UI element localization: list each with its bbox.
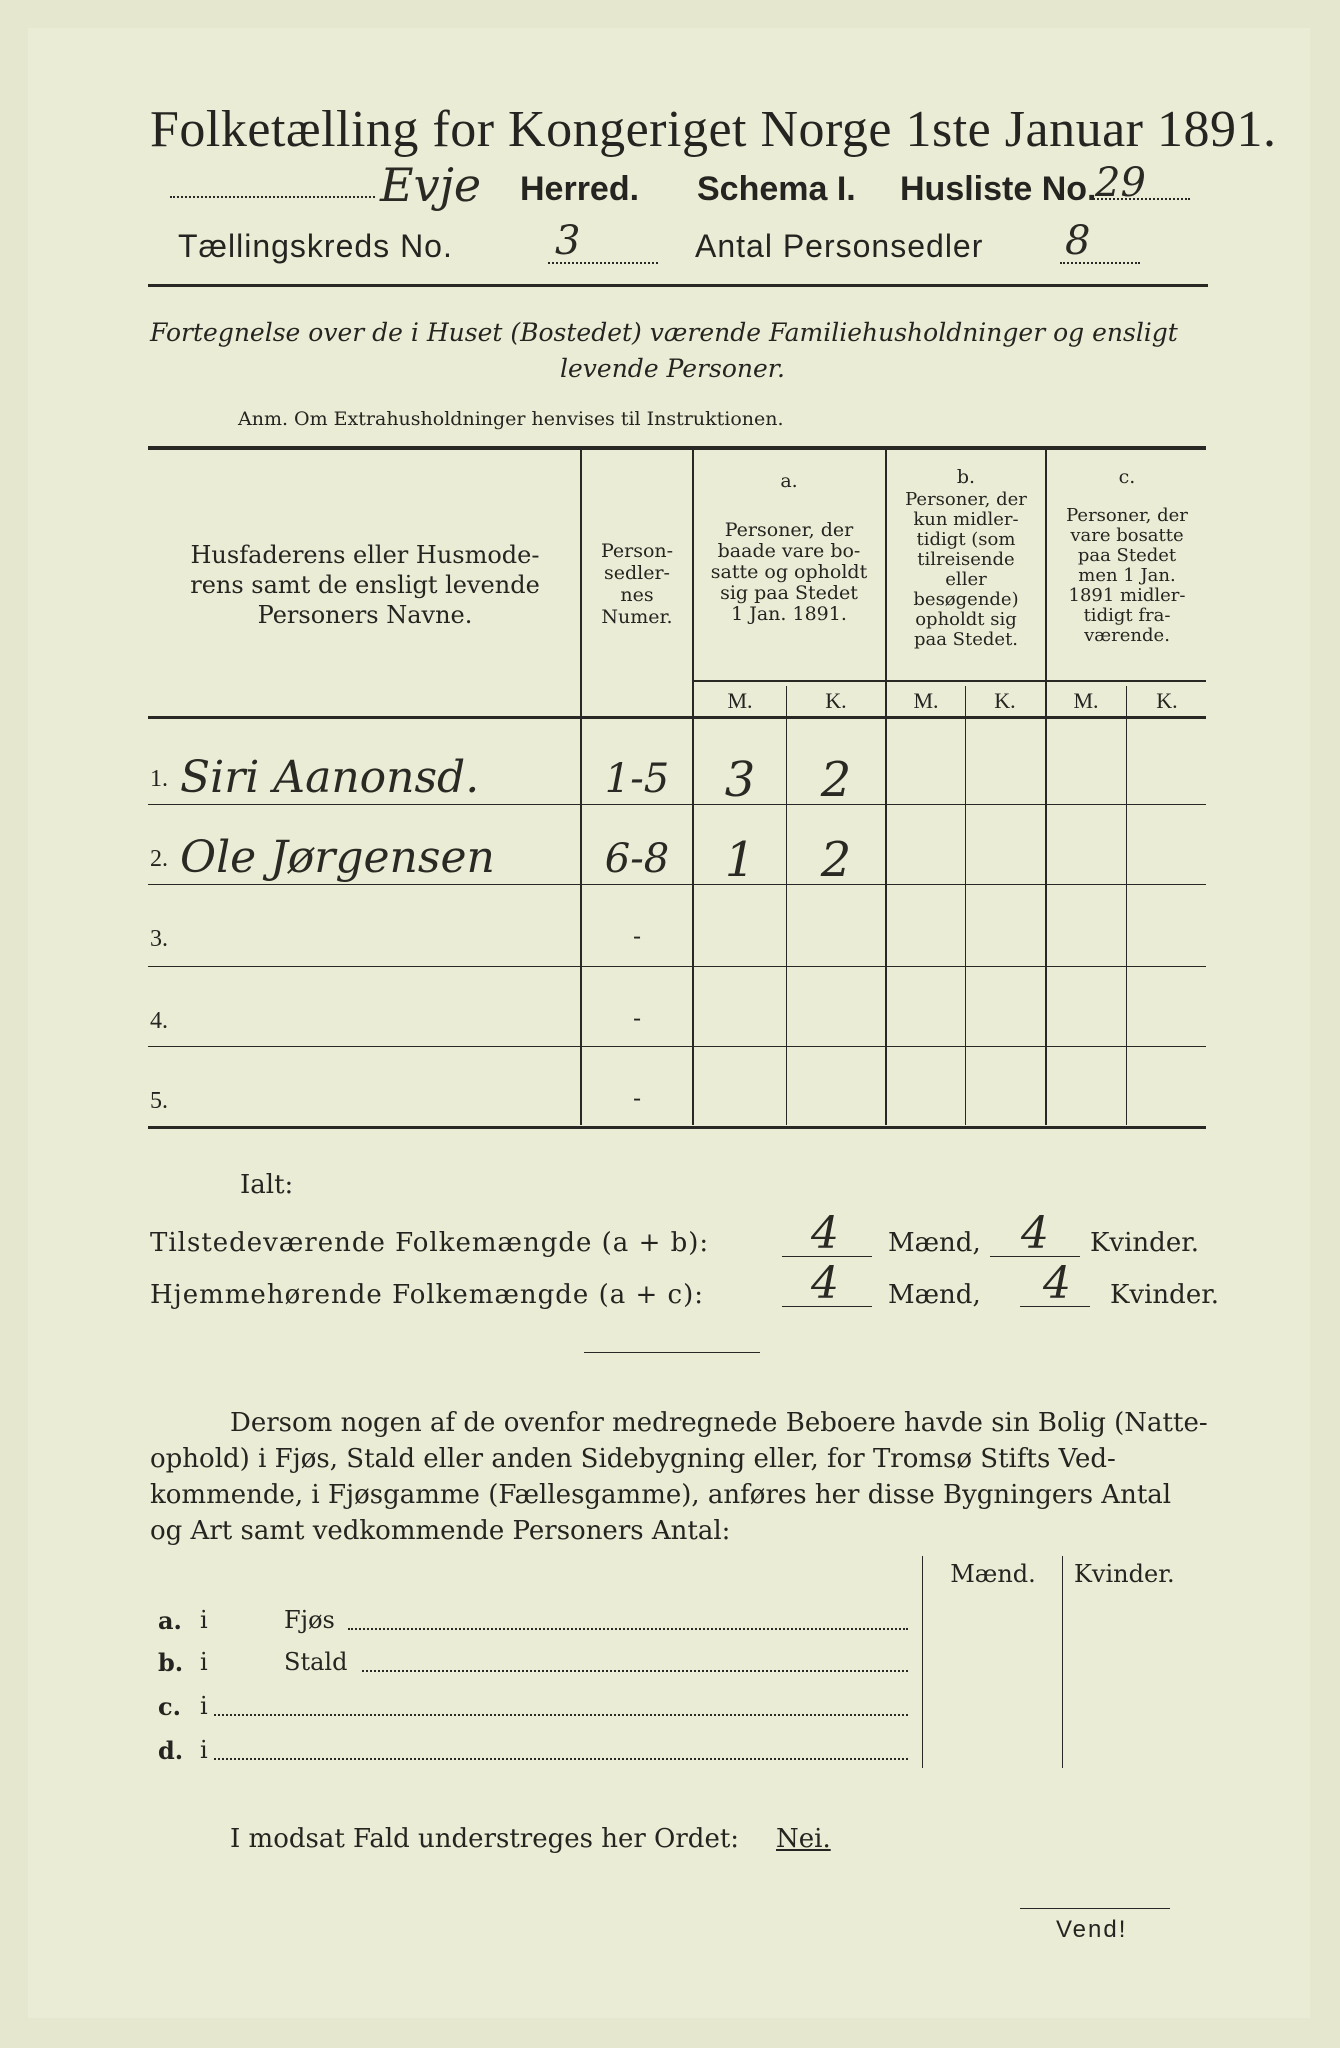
tilstede-k: 4 <box>1021 1208 1049 1259</box>
herred-dotline <box>170 196 375 198</box>
row-rule <box>148 884 1206 885</box>
separator-rule <box>584 1352 760 1353</box>
dersom-divider <box>1062 1556 1063 1768</box>
col-header-numer-line: Numer. <box>601 606 673 628</box>
item-label: Fjøs <box>284 1606 335 1634</box>
table-divider <box>580 450 582 1125</box>
col-header-numer-line: nes <box>620 584 654 606</box>
vend-rule <box>1020 1908 1170 1909</box>
row-numer: - <box>632 1084 642 1112</box>
husliste-value: 29 <box>1095 160 1146 206</box>
col-header-c-line: 1891 midler- <box>1068 585 1186 606</box>
personsedler-value: 8 <box>1065 218 1091 264</box>
personsedler-label: Antal Personsedler <box>695 228 984 264</box>
col-header-a-line: 1 Jan. 1891. <box>731 603 847 625</box>
dersom-line1: Dersom nogen af de ovenfor medregnede Beboere havde sin Bolig (Natte- <box>230 1408 1208 1438</box>
col-header-c-line: tidigt fra- <box>1083 605 1171 626</box>
col-header-b-line: paa Stedet. <box>913 629 1019 650</box>
col-header-b-line: eller <box>945 569 987 590</box>
hjemme-maend: Mænd, <box>888 1280 981 1310</box>
tilstede-label: Tilstedeværende Folkemængde (a + b): <box>150 1228 710 1258</box>
col-header-a <box>696 520 882 625</box>
col-header-numer <box>584 540 690 628</box>
row-a-m: 1 <box>724 832 756 888</box>
col-b-m-label: M. <box>913 688 939 713</box>
row-rule <box>148 966 1206 967</box>
tilstede-kvinder: Kvinder. <box>1090 1228 1200 1258</box>
row-name: Ole Jørgensen <box>180 832 495 883</box>
table-divider <box>786 686 787 1125</box>
husliste-label: Husliste No. <box>900 170 1097 208</box>
vend-text: Vend! <box>1056 1916 1128 1943</box>
anm-note: Anm. Om Extrahusholdninger henvises til Instruktionen. <box>238 408 784 430</box>
item-letter: c. <box>158 1692 181 1721</box>
col-header-numer-line: sedler- <box>604 562 670 584</box>
tilstede-m: 4 <box>811 1208 839 1259</box>
dersom-kvinder-header: Kvinder. <box>1074 1560 1175 1588</box>
table-divider <box>885 450 887 1125</box>
col-header-b-line: opholdt sig <box>915 609 1017 630</box>
table-divider <box>692 450 694 1125</box>
header-rule <box>148 284 1208 287</box>
dersom-line3: kommende, i Fjøsgamme (Fællesgamme), anføres her disse Bygningers Antal <box>150 1480 1172 1510</box>
col-header-b-line: Personer, der <box>905 489 1027 510</box>
col-b-letter: b. <box>956 466 976 488</box>
table-header-bottom-rule <box>148 716 1206 719</box>
row-name: Siri Aanonsd. <box>180 752 480 803</box>
row-numer: 1-5 <box>604 756 670 802</box>
col-header-names-line: rens samt de ensligt levende <box>190 571 540 599</box>
item-i: i <box>200 1606 208 1634</box>
col-header-c-line: værende. <box>1084 625 1170 646</box>
item-dotline <box>362 1670 908 1672</box>
item-i: i <box>200 1736 208 1764</box>
item-i: i <box>200 1692 208 1720</box>
col-header-c-line: men 1 Jan. <box>1078 565 1176 586</box>
item-dotline <box>214 1714 908 1716</box>
form-title: Folketælling for Kongeriget Norge 1ste Januar 1891. <box>150 101 1277 158</box>
col-header-c-line: paa Stedet <box>1077 545 1177 566</box>
tilstede-maend: Mænd, <box>888 1228 981 1258</box>
schema-label: Schema I. <box>697 170 856 208</box>
col-header-b-line: tilreisende <box>917 549 1015 570</box>
hjemme-k: 4 <box>1043 1258 1071 1309</box>
col-c-letter: c. <box>1118 466 1136 488</box>
kreds-value: 3 <box>555 218 581 264</box>
col-header-a-line: satte og opholdt <box>710 561 868 583</box>
table-subheader-rule <box>692 680 1206 682</box>
row-numer: - <box>632 922 642 950</box>
col-header-c <box>1048 506 1206 646</box>
col-b-k-label: K. <box>994 688 1016 713</box>
kreds-dotline <box>548 262 658 264</box>
row-a-k: 2 <box>820 832 852 888</box>
husliste-dotline <box>1090 198 1190 200</box>
kreds-label: Tællingskreds No. <box>178 228 453 264</box>
col-c-m-label: M. <box>1073 688 1099 713</box>
item-letter: a. <box>158 1606 182 1635</box>
col-header-names-line: Husfaderens eller Husmode- <box>190 541 540 569</box>
intro-line1: Fortegnelse over de i Huset (Bostedet) værende Familiehusholdninger og ensligt <box>150 318 1178 347</box>
dersom-line2: ophold) i Fjøs, Stald eller anden Sidebygning eller, for Tromsø Stifts Ved- <box>150 1444 1116 1474</box>
col-header-a-line: sig paa Stedet <box>720 582 858 604</box>
item-dotline <box>348 1628 908 1630</box>
table-top-rule <box>148 446 1206 450</box>
row-rule <box>148 1046 1206 1047</box>
col-header-b-line: kun midler- <box>913 509 1019 530</box>
hjemme-kvinder: Kvinder. <box>1110 1280 1220 1310</box>
row-number: 4. <box>150 1008 168 1034</box>
hjemme-m: 4 <box>811 1258 839 1309</box>
item-letter: b. <box>158 1648 184 1677</box>
herred-value: Evje <box>380 158 482 212</box>
col-header-b-line: besøgende) <box>913 589 1019 610</box>
row-rule <box>148 804 1206 805</box>
dersom-line4: og Art samt vedkommende Personers Antal: <box>150 1516 731 1546</box>
col-header-names <box>160 540 570 630</box>
item-i: i <box>200 1648 208 1676</box>
row-a-k: 2 <box>820 752 852 808</box>
item-dotline <box>214 1758 908 1760</box>
modsat-text: I modsat Fald understreges her Ordet: <box>230 1824 740 1854</box>
hjemme-label: Hjemmehørende Folkemængde (a + c): <box>150 1280 704 1310</box>
col-c-k-label: K. <box>1156 688 1178 713</box>
herred-label: Herred. <box>520 170 640 208</box>
nei-text: Nei. <box>776 1824 831 1854</box>
col-header-c-line: Personer, der <box>1066 505 1188 526</box>
table-bottom-rule <box>148 1126 1206 1129</box>
personsedler-dotline <box>1060 262 1140 264</box>
table-divider <box>1126 686 1127 1125</box>
row-number: 5. <box>150 1088 168 1114</box>
row-numer: - <box>632 1004 642 1032</box>
col-header-a-line: Personer, der <box>724 519 854 541</box>
dersom-maend-header: Mænd. <box>950 1560 1036 1588</box>
row-number: 2. <box>150 846 168 872</box>
table-divider <box>965 686 966 1125</box>
row-numer: 6-8 <box>604 836 670 882</box>
item-label: Stald <box>284 1648 348 1676</box>
col-header-numer-line: Person- <box>600 540 674 562</box>
row-number: 3. <box>150 926 168 952</box>
col-header-a-line: baade vare bo- <box>717 540 861 562</box>
col-header-b-line: tidigt (som <box>916 529 1016 550</box>
table-divider <box>1045 450 1047 1125</box>
col-header-b <box>888 490 1044 650</box>
col-a-m-label: M. <box>727 688 753 713</box>
item-letter: d. <box>158 1736 184 1765</box>
dersom-divider <box>922 1556 923 1768</box>
ialt-label: Ialt: <box>240 1170 294 1200</box>
col-header-c-line: vare bosatte <box>1070 525 1184 546</box>
col-header-names-line: Personers Navne. <box>257 601 473 629</box>
row-number: 1. <box>150 766 168 792</box>
row-a-m: 3 <box>724 752 756 808</box>
col-a-letter: a. <box>780 470 798 492</box>
intro-line2: levende Personer. <box>560 354 785 383</box>
col-a-k-label: K. <box>825 688 847 713</box>
